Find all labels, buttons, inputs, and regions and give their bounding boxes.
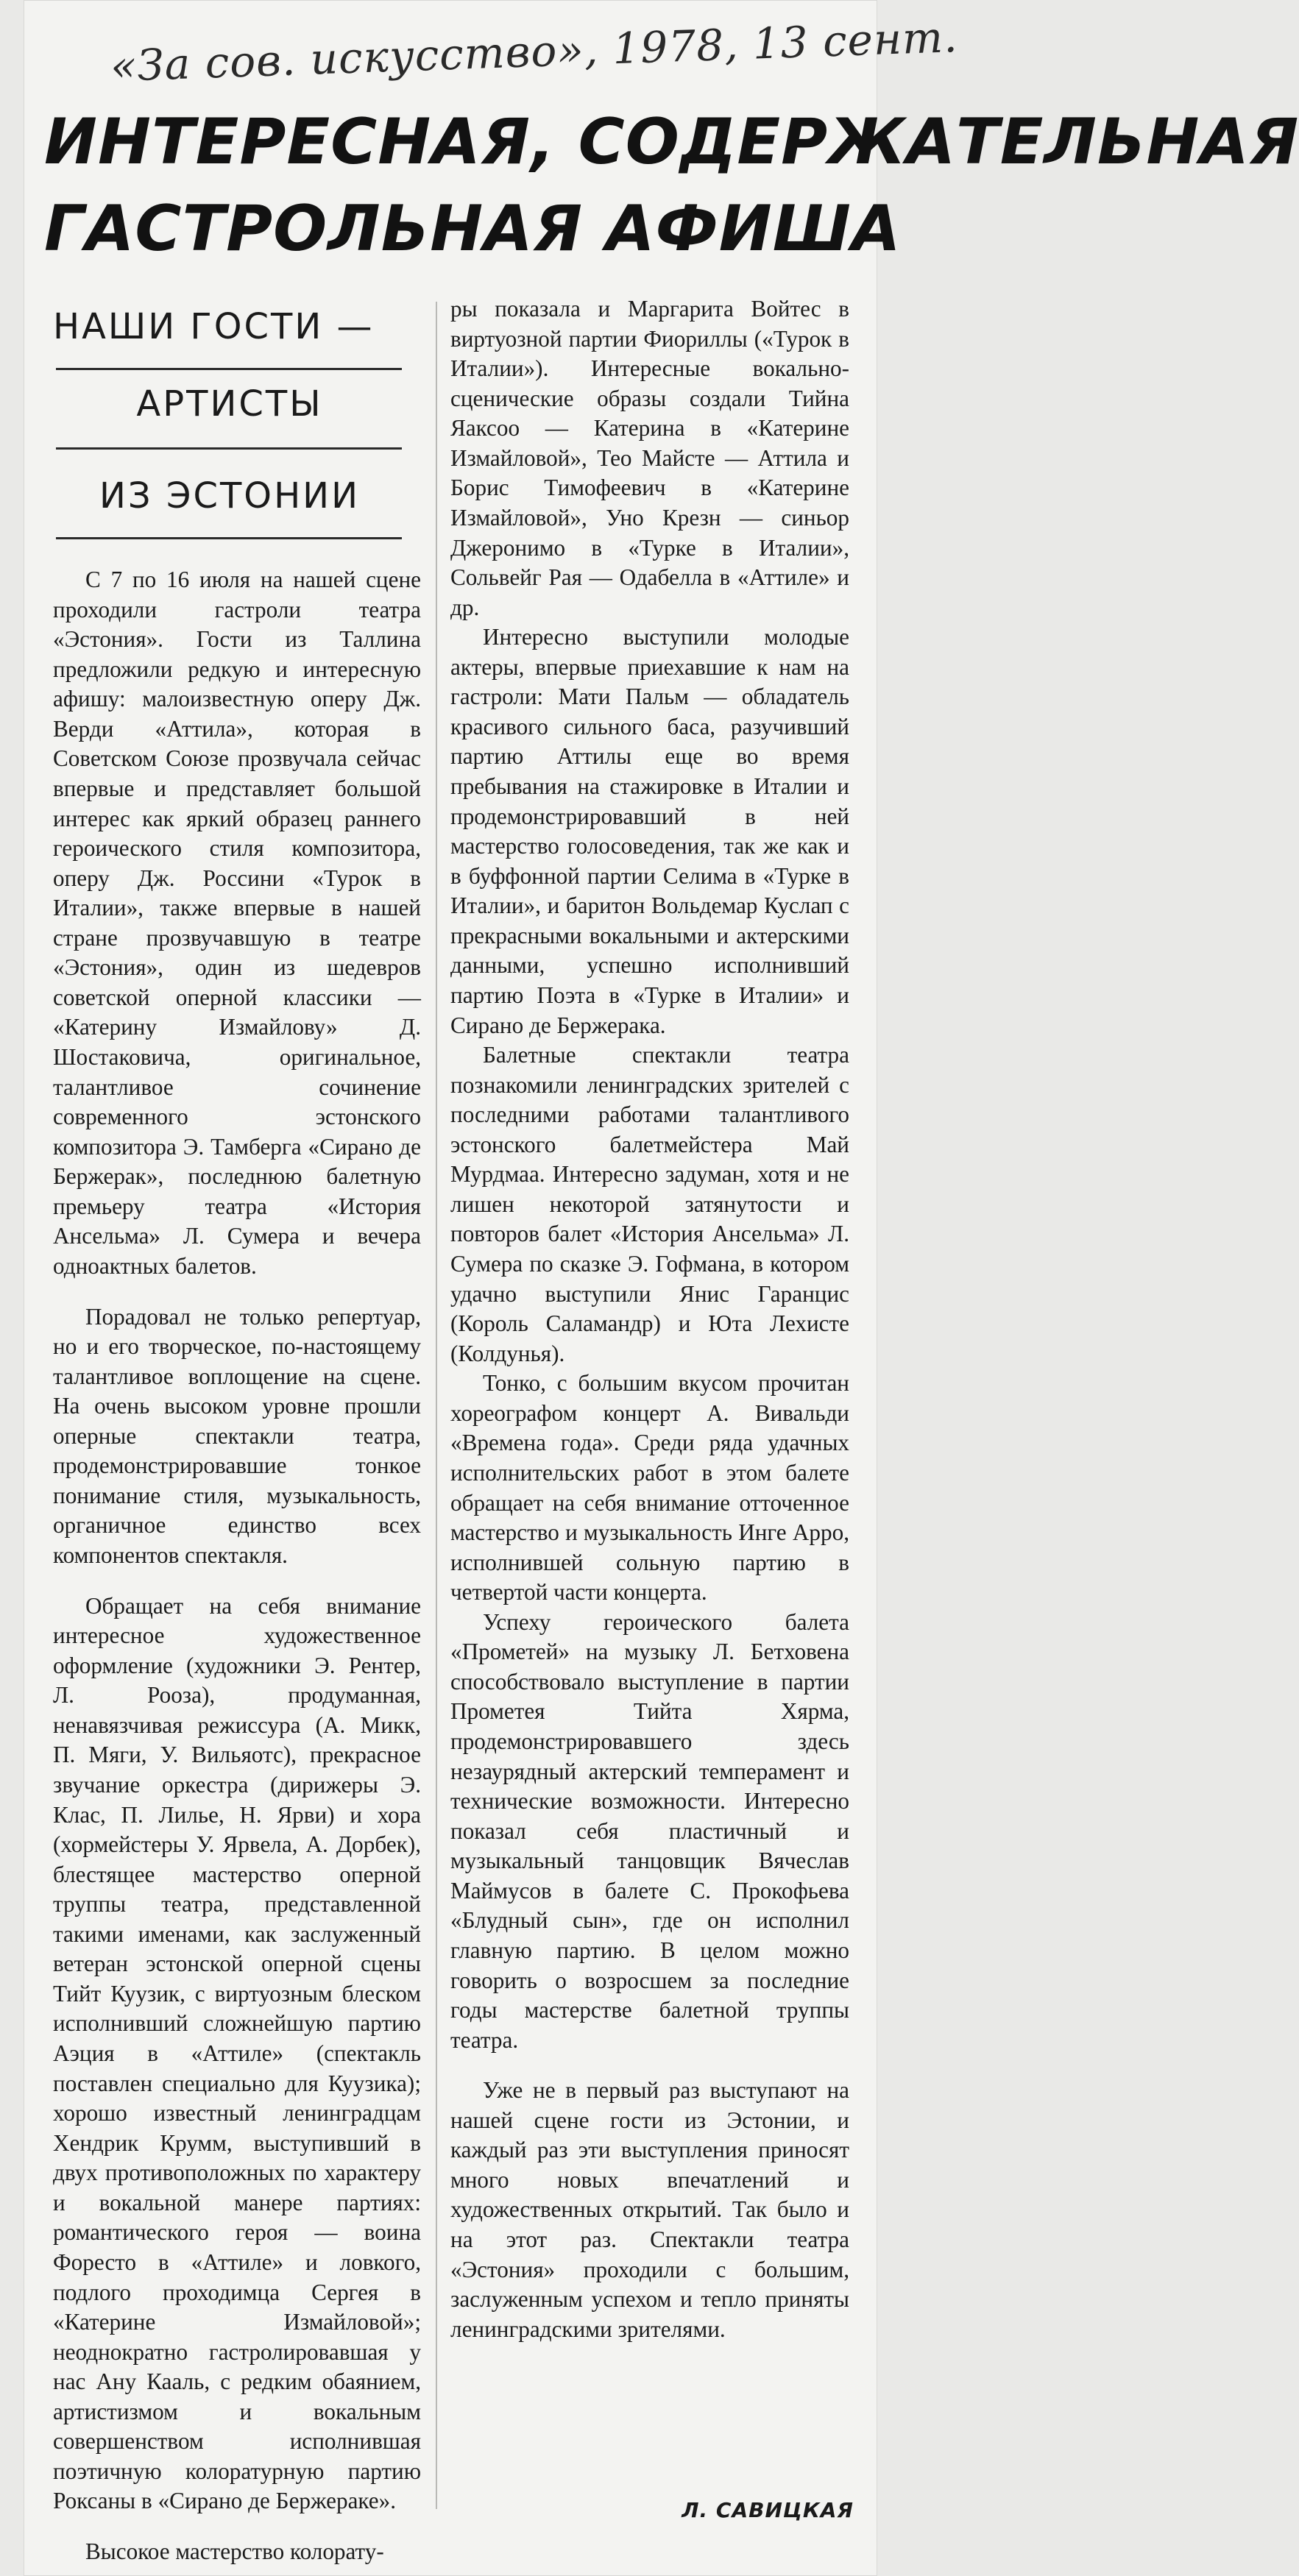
handwritten-source-note: «За сов. искусство», 1978, 13 сент. (109, 11, 959, 92)
paragraph: Обращает на себя внимание интересное художественное оформление (художники Э. Рентер, Л. Рооза), продуманная, ненавязчивая режиссура (А. Микк, П. Мяги, У. Вильяотс), прекрасное звучание оркестра (дирижеры Э. Клас, П. Лилье, Н. Ярви) и хора (хормейстеры У. Ярвела, А. Дорбек), блестящее мастерство оперной труппы театра, представленной такими именами, как заслуженный ветеран эстонской оперной сцены Тийт Куузик, с виртуозным блеском исполнивший сложнейшую партию Аэция в «Аттиле» (спектакль поставлен специально для Куузика); хорошо известный ленинградцам Хендрик Крумм, выступивший в двух противоположных по характеру и вокальной манере партиях: романтического героя — воина Форесто в «Аттиле» и ловкого, подлого проходимца Сергея в «Катерине Измайловой»; неоднократно гастролировавшая у нас Ану Кааль, с редким обаянием, артистизмом и вокальным совершенством исполнившая поэтичную колоратурную партию Роксаны в «Сирано де Бержераке». (53, 1592, 421, 2514)
paragraph: Успеху героического балета «Прометей» на музыку Л. Бетховена способствовало выступление в партии Прометея Тийта Хярма, продемонстрировавшего здесь незаурядный актерский темперамент и технические возможности. Интересно показал себя пластичный и музыкальный танцовщик Вячеслав Маймусов в балете С. Прокофьева «Блудный сын», где он исполнил главную партию. В целом можно говорить о возросшем за последние годы мастерстве балетной труппы театра. (450, 1608, 849, 2053)
author-signature: Л. САВИЦКАЯ (682, 2498, 854, 2522)
paragraph: Балетные спектакли театра познакомили ленинградских зрителей с последними работами талантливого эстонского балетмейстера Май Мурдмаа. Интересно задуман, хотя и не лишен некоторой затянутости и повторов балет «История Ансельма» Л. Сумера по сказке Э. Гофмана, в котором удачно выступили Янис Гаранцис (Король Саламандр) и Юта Лехисте (Колдунья). (450, 1042, 849, 1366)
rubric-rule-top (56, 368, 402, 370)
rubric-rule-middle (56, 447, 402, 450)
paragraph: Порадовал не только репертуар, но и его творческое, по-настоящему талантливое воплощение на сцене. На очень высоком уровне прошли оперные спектакли театра, продемонстрировавшие тонкое понимание стиля, музыкальность, органичное единство всех компонентов спектакля. (53, 1303, 421, 1568)
rubric-line-3: ИЗ ЭСТОНИИ (99, 475, 360, 517)
article-column-left (53, 565, 421, 2567)
paragraph: Высокое мастерство колорату- (85, 2538, 384, 2564)
paragraph: С 7 по 16 июля на нашей сцене проходили гастроли театра «Эстония». Гости из Таллина предложили редкую и интересную афишу: малоизвестную оперу Дж. Верди «Аттила», которая в Советском Союзе прозвучала сейчас впервые и представляет большой интерес как яркий образец раннего героического стиля композитора, оперу Дж. Россини «Турок в Италии», также впервые в нашей стране прозвучавшую в театре «Эстония», один из шедевров советской оперной классики — «Катерину Измайлову» Д. Шостаковича, оригинальное, талантливое сочинение современного эстонского композитора Э. Тамберга «Сирано де Бержерак», последнюю балетную премьеру театра «История Ансельма» Л. Сумера и вечера одноактных балетов. (53, 567, 421, 1279)
paragraph: Интересно выступили молодые актеры, впервые приехавшие к нам на гастроли: Мати Пальм — обладатель красивого сильного баса, разучивший партию Аттилы еще во время пребывания на стажировке в Италии и продемонстрировавший в ней мастерство голосоведения, так же как и в буффонной партии Селима в «Турке в Италии», и баритон Вольдемар Куслап с прекрасными вокальными и актерскими данными, успешно исполнивший партию Поэта в «Турке в Италии» и Сирано де Бержерака. (450, 624, 849, 1038)
rubric-line-2: АРТИСТЫ (136, 383, 323, 425)
rubric-line-1: НАШИ ГОСТИ — (53, 306, 375, 347)
headline-line-1: ИНТЕРЕСНАЯ, СОДЕРЖАТЕЛЬНАЯ (44, 105, 1299, 179)
rubric-rule-bottom (56, 537, 402, 539)
headline-line-2: ГАСТРОЛЬНАЯ АФИША (44, 192, 902, 266)
paragraph: Тонко, с большим вкусом прочитан хореографом концерт А. Вивальди «Времена года». Среди ряда удачных исполнительских работ в этом балете обращает на себя внимание отточенное мастерство и музыкальность Инге Арро, исполнившей сольную партию в четвертой части концерта. (450, 1370, 849, 1605)
paragraph: ры показала и Маргарита Войтес в виртуозной партии Фиориллы («Турок в Италии»). Интересные вокально-сценические образы создали Тийна Яаксоо — Катерина в «Катерине Измайловой», Тео Майсте — Аттила и Борис Тимофеевич в «Катерине Измайловой», Уно Крезн — синьор Джеронимо в «Турке в Италии», Сольвейг Рая — Одабелла в «Аттиле» и др. (450, 296, 849, 620)
article-column-right (450, 294, 849, 2344)
paragraph: Уже не в первый раз выступают на нашей сцене гости из Эстонии, и каждый раз эти выступления приносят много новых впечатлений и художественных открытий. Так было и на этот раз. Спектакли театра «Эстония» проходили с большим, заслуженным успехом и тепло приняты ленинградскими зрителями. (450, 2077, 849, 2342)
column-divider (436, 302, 437, 2509)
